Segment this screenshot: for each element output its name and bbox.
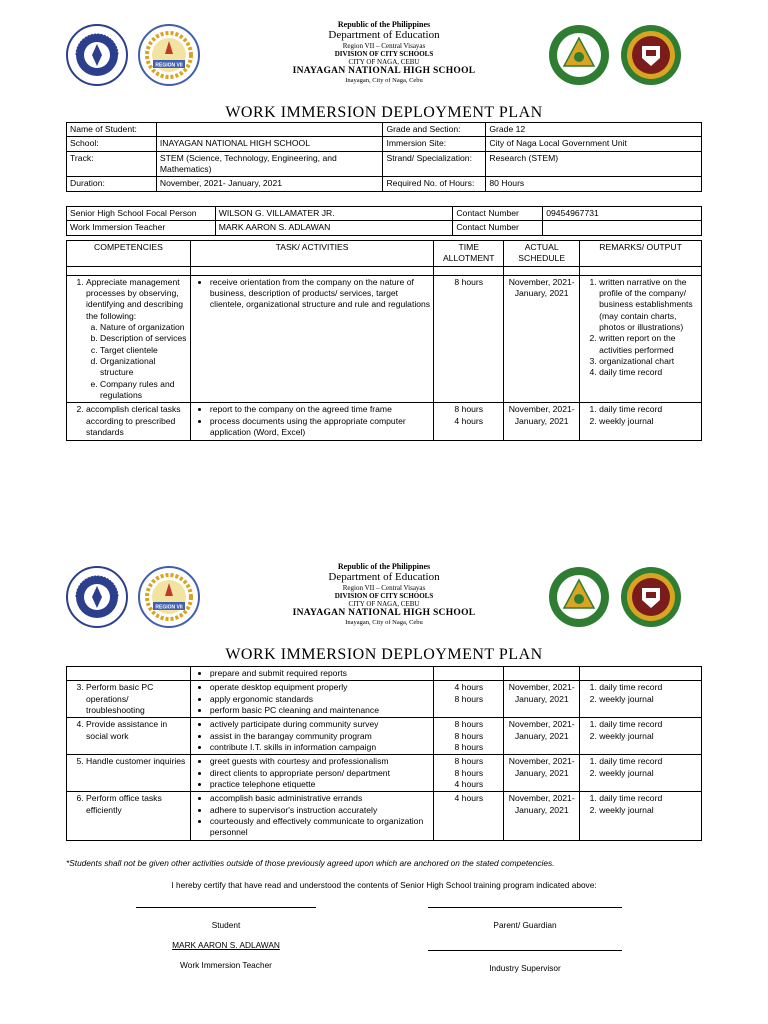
- strand-value: Research (STEM): [486, 151, 702, 177]
- tasks-cell: [190, 403, 433, 440]
- remarks-item: 3. organizational chart: [599, 356, 698, 367]
- track-value: STEM (Science, Technology, Engineering, and Mathematics): [156, 151, 383, 177]
- spacer-cell: [434, 266, 504, 275]
- remarks-list: [583, 756, 698, 779]
- remarks-item: 4. daily time record: [599, 367, 698, 378]
- remarks-item: 2. weekly journal: [599, 416, 698, 427]
- task-item: • perform basic PC cleaning and maintenance: [210, 705, 431, 716]
- tasks-cell: [190, 718, 434, 755]
- competency-cell: [67, 755, 191, 792]
- competency-list: [70, 404, 187, 438]
- remarks-item: 2. weekly journal: [599, 694, 698, 705]
- task-item: • receive orientation from the company on the nature of business, description of products/ services, target clientele, organizational structure and rule and regulations: [210, 277, 430, 311]
- teacher-label: Work Immersion Teacher: [67, 221, 216, 235]
- track-label: Track:: [67, 151, 157, 177]
- task-list: [194, 682, 431, 716]
- task-item: • greet guests with courtesy and professionalism: [210, 756, 431, 767]
- region-line: Region VII – Central Visayas: [342, 583, 426, 592]
- signature-line: [428, 906, 622, 908]
- col-time: TIME ALLOTMENT: [434, 241, 504, 267]
- parent-signature: [428, 896, 622, 930]
- remarks-item: 2. weekly journal: [599, 731, 698, 742]
- svg-text:REGION VII: REGION VII: [155, 604, 183, 611]
- time-cell: [434, 275, 504, 403]
- contacts-table: [66, 206, 702, 236]
- school-value: INAYAGAN NATIONAL HIGH SCHOOL: [156, 137, 383, 151]
- site-label: Immersion Site:: [383, 137, 486, 151]
- name-value: [156, 123, 383, 137]
- school-label: School:: [67, 137, 157, 151]
- duration-value: November, 2021- January, 2021: [156, 177, 383, 191]
- task-list: [194, 756, 431, 790]
- spacer-cell: [190, 266, 433, 275]
- remarks-item: 1. daily time record: [599, 682, 698, 693]
- competency-row: [67, 755, 702, 792]
- remarks-cell: [580, 718, 702, 755]
- competency-row: [67, 792, 702, 840]
- teacher-name: MARK AARON S. ADLAWAN: [172, 940, 280, 950]
- page1-letterhead: [0, 20, 768, 84]
- tasks-cell: [190, 275, 433, 403]
- strand-label: Strand/ Specialization:: [383, 151, 486, 177]
- competency-row: [67, 718, 702, 755]
- task-list: [194, 719, 431, 753]
- competency-text: 6. Perform office tasks efficiently: [86, 793, 187, 816]
- location-line: Inayagan, City of Naga, Cebu: [345, 618, 423, 626]
- teacher-caption: Work Immersion Teacher: [180, 960, 272, 970]
- division-line: DIVISION OF CITY SCHOOLS: [334, 591, 434, 600]
- spacer-cell: [67, 266, 191, 275]
- time-value: 8 hours: [454, 276, 484, 287]
- col-remarks: REMARKS/ OUTPUT: [580, 241, 702, 267]
- remarks-list: [583, 404, 698, 427]
- task-item: • assist in the barangay community program: [210, 731, 431, 742]
- remarks-item: 1. daily time record: [599, 756, 698, 767]
- competency-cell: [67, 275, 191, 403]
- task-item: • direct clients to appropriate person/ department: [210, 768, 431, 779]
- focal-value: WILSON G. VILLAMATER JR.: [215, 207, 453, 221]
- competency-cell: [67, 718, 191, 755]
- competency-text: 1. Appreciate management processes by observing, identifying and describing the following: a. Nature of organization b. Description of services c. Target clientele d. Organizational structure e. Company rules and regulations: [86, 277, 187, 402]
- task-item: • apply ergonomic standards: [210, 694, 431, 705]
- task-item: • courteously and effectively communicate to organization personnel: [210, 816, 431, 839]
- remarks-item: 1. written narrative on the profile of the company/ business establishments (may contain charts, photos or illustrations): [599, 277, 698, 334]
- time-value: 4 hours: [454, 793, 484, 804]
- grade-value: Grade 12: [486, 123, 702, 137]
- competency-text: 5. Handle customer inquiries: [86, 756, 187, 767]
- competency-cell: [67, 403, 191, 440]
- time-value: 4 hours: [454, 682, 484, 693]
- time-cell: [434, 755, 504, 792]
- name-label: Name of Student:: [67, 123, 157, 137]
- time-value: 4 hours: [454, 779, 484, 790]
- department-line: Department of Education: [328, 571, 440, 584]
- task-item: • adhere to supervisor's instruction accurately: [210, 805, 431, 816]
- carry-task: • prepare and submit required reports: [210, 668, 431, 679]
- time-value: 8 hours: [454, 404, 484, 415]
- remarks-item: 2. weekly journal: [599, 805, 698, 816]
- signature-line: [136, 906, 316, 908]
- col-tasks: TASK/ ACTIVITIES: [190, 241, 433, 267]
- supervisor-caption: Industry Supervisor: [489, 963, 561, 973]
- competency-row: [67, 275, 702, 403]
- task-item: • process documents using the appropriate computer application (Word, Excel): [210, 416, 430, 439]
- remarks-list: [583, 719, 698, 742]
- region-line: Region VII – Central Visayas: [342, 41, 426, 50]
- schedule-cell: November, 2021- January, 2021: [504, 755, 580, 792]
- spacer-cell: [580, 266, 702, 275]
- svg-text:REGION VII: REGION VII: [155, 62, 183, 69]
- remarks-list: [583, 682, 698, 705]
- competency-text: 4. Provide assistance in social work: [86, 719, 187, 742]
- competency-list: [70, 719, 187, 742]
- division-line: DIVISION OF CITY SCHOOLS: [334, 49, 434, 58]
- teacher-signature: [136, 940, 316, 970]
- competency-sublist: [86, 322, 187, 401]
- competencies-table-p2: [66, 666, 702, 841]
- competency-text: 2. accomplish clerical tasks according to prescribed standards: [86, 404, 187, 438]
- duration-label: Duration:: [67, 177, 157, 191]
- remarks-cell: [580, 792, 702, 840]
- teacher-value: MARK AARON S. ADLAWAN: [215, 221, 453, 235]
- page1-title: WORK IMMERSION DEPLOYMENT PLAN: [225, 104, 543, 121]
- schedule-cell: November, 2021- January, 2021: [504, 681, 580, 718]
- time-value: 8 hours: [454, 719, 484, 730]
- competency-row: [67, 681, 702, 718]
- remarks-cell: [580, 755, 702, 792]
- time-value: 4 hours: [454, 415, 484, 426]
- teacher-contact-value: [543, 221, 702, 235]
- focal-label: Senior High School Focal Person: [67, 207, 216, 221]
- task-item: • operate desktop equipment properly: [210, 682, 431, 693]
- competency-subitem: b. Description of services: [100, 333, 187, 344]
- remarks-cell: [580, 681, 702, 718]
- time-cell: [434, 718, 504, 755]
- time-value: 8 hours: [454, 756, 484, 767]
- task-list: [194, 277, 430, 311]
- task-item: • practice telephone etiquette: [210, 779, 431, 790]
- task-item: • accomplish basic administrative errands: [210, 793, 431, 804]
- carry-empty: [580, 667, 702, 681]
- task-item: • actively participate during community survey: [210, 719, 431, 730]
- remarks-item: 1. daily time record: [599, 719, 698, 730]
- competency-subitem: e. Company rules and regulations: [100, 379, 187, 402]
- focal-contact-value: 09454967731: [543, 207, 702, 221]
- schedule-cell: November, 2021- January, 2021: [504, 718, 580, 755]
- competency-subitem: d. Organizational structure: [100, 356, 187, 379]
- p1-rows: [67, 275, 702, 440]
- tasks-cell: [190, 681, 434, 718]
- competency-list: [70, 793, 187, 816]
- focal-contact-label: Contact Number: [453, 207, 543, 221]
- schedule-cell: November, 2021- January, 2021: [504, 275, 580, 403]
- remarks-item: 1. daily time record: [599, 404, 698, 415]
- competency-text: 3. Perform basic PC operations/ troubleshooting: [86, 682, 187, 716]
- hours-value: 80 Hours: [486, 177, 702, 191]
- teacher-contact-label: Contact Number: [453, 221, 543, 235]
- tasks-cell: [190, 792, 434, 840]
- remarks-list: [583, 277, 698, 379]
- remarks-cell: [580, 403, 702, 440]
- time-value: 8 hours: [454, 730, 484, 741]
- schedule-cell: November, 2021- January, 2021: [504, 792, 580, 840]
- footnote: *Students shall not be given other activities outside of those previously agreed upon which are anchored on the stated competencies.: [66, 858, 555, 868]
- carry-empty: [67, 667, 191, 681]
- parent-caption: Parent/ Guardian: [493, 920, 557, 930]
- carry-empty: [504, 667, 580, 681]
- student-signature: [136, 896, 316, 930]
- city-line: CITY OF NAGA, CEBU: [348, 599, 420, 608]
- student-caption: Student: [211, 920, 241, 930]
- site-value: City of Naga Local Government Unit: [486, 137, 702, 151]
- competency-subitem: a. Nature of organization: [100, 322, 187, 333]
- remarks-list: [583, 793, 698, 816]
- time-cell: [434, 403, 504, 440]
- time-value: 8 hours: [454, 742, 484, 753]
- grade-label: Grade and Section:: [383, 123, 486, 137]
- task-item: • report to the company on the agreed time frame: [210, 404, 430, 415]
- city-line: CITY OF NAGA, CEBU: [348, 57, 420, 66]
- page2-title: WORK IMMERSION DEPLOYMENT PLAN: [225, 646, 543, 663]
- signature-line: [428, 949, 622, 951]
- supervisor-signature: [428, 940, 622, 973]
- competency-row: [67, 403, 702, 440]
- col-competencies: COMPETENCIES: [67, 241, 191, 267]
- col-schedule: ACTUAL SCHEDULE: [504, 241, 580, 267]
- republic-line: Republic of the Philippines: [337, 20, 431, 29]
- school-line: INAYAGAN NATIONAL HIGH SCHOOL: [292, 607, 476, 618]
- time-cell: [434, 792, 504, 840]
- carry-task-cell: [190, 667, 434, 681]
- certification-statement: I hereby certify that have read and understood the contents of Senior High School training program indicated above:: [171, 880, 597, 890]
- task-list: [194, 404, 430, 438]
- spacer-cell: [504, 266, 580, 275]
- time-cell: [434, 681, 504, 718]
- hours-label: Required No. of Hours:: [383, 177, 486, 191]
- time-value: 8 hours: [454, 767, 484, 778]
- competency-subitem: c. Target clientele: [100, 345, 187, 356]
- p2-rows: [67, 681, 702, 840]
- school-line: INAYAGAN NATIONAL HIGH SCHOOL: [292, 65, 476, 76]
- remarks-cell: [580, 275, 702, 403]
- competency-list: [70, 277, 187, 402]
- remarks-item: 1. daily time record: [599, 793, 698, 804]
- tasks-cell: [190, 755, 434, 792]
- remarks-item: 2. weekly journal: [599, 768, 698, 779]
- task-list: [194, 793, 431, 838]
- location-line: Inayagan, City of Naga, Cebu: [345, 76, 423, 84]
- page2-letterhead: [0, 562, 768, 626]
- task-item: • contribute I.T. skills in information campaign: [210, 742, 431, 753]
- competency-cell: [67, 681, 191, 718]
- student-info-table: [66, 122, 702, 192]
- competency-list: [70, 682, 187, 716]
- competency-list: [70, 756, 187, 767]
- department-line: Department of Education: [328, 29, 440, 42]
- carry-empty: [434, 667, 504, 681]
- remarks-item: 2. written report on the activities performed: [599, 333, 698, 356]
- competency-cell: [67, 792, 191, 840]
- time-value: 8 hours: [454, 693, 484, 704]
- schedule-cell: November, 2021- January, 2021: [504, 403, 580, 440]
- republic-line: Republic of the Philippines: [337, 562, 431, 571]
- competencies-table-p1: [66, 240, 702, 441]
